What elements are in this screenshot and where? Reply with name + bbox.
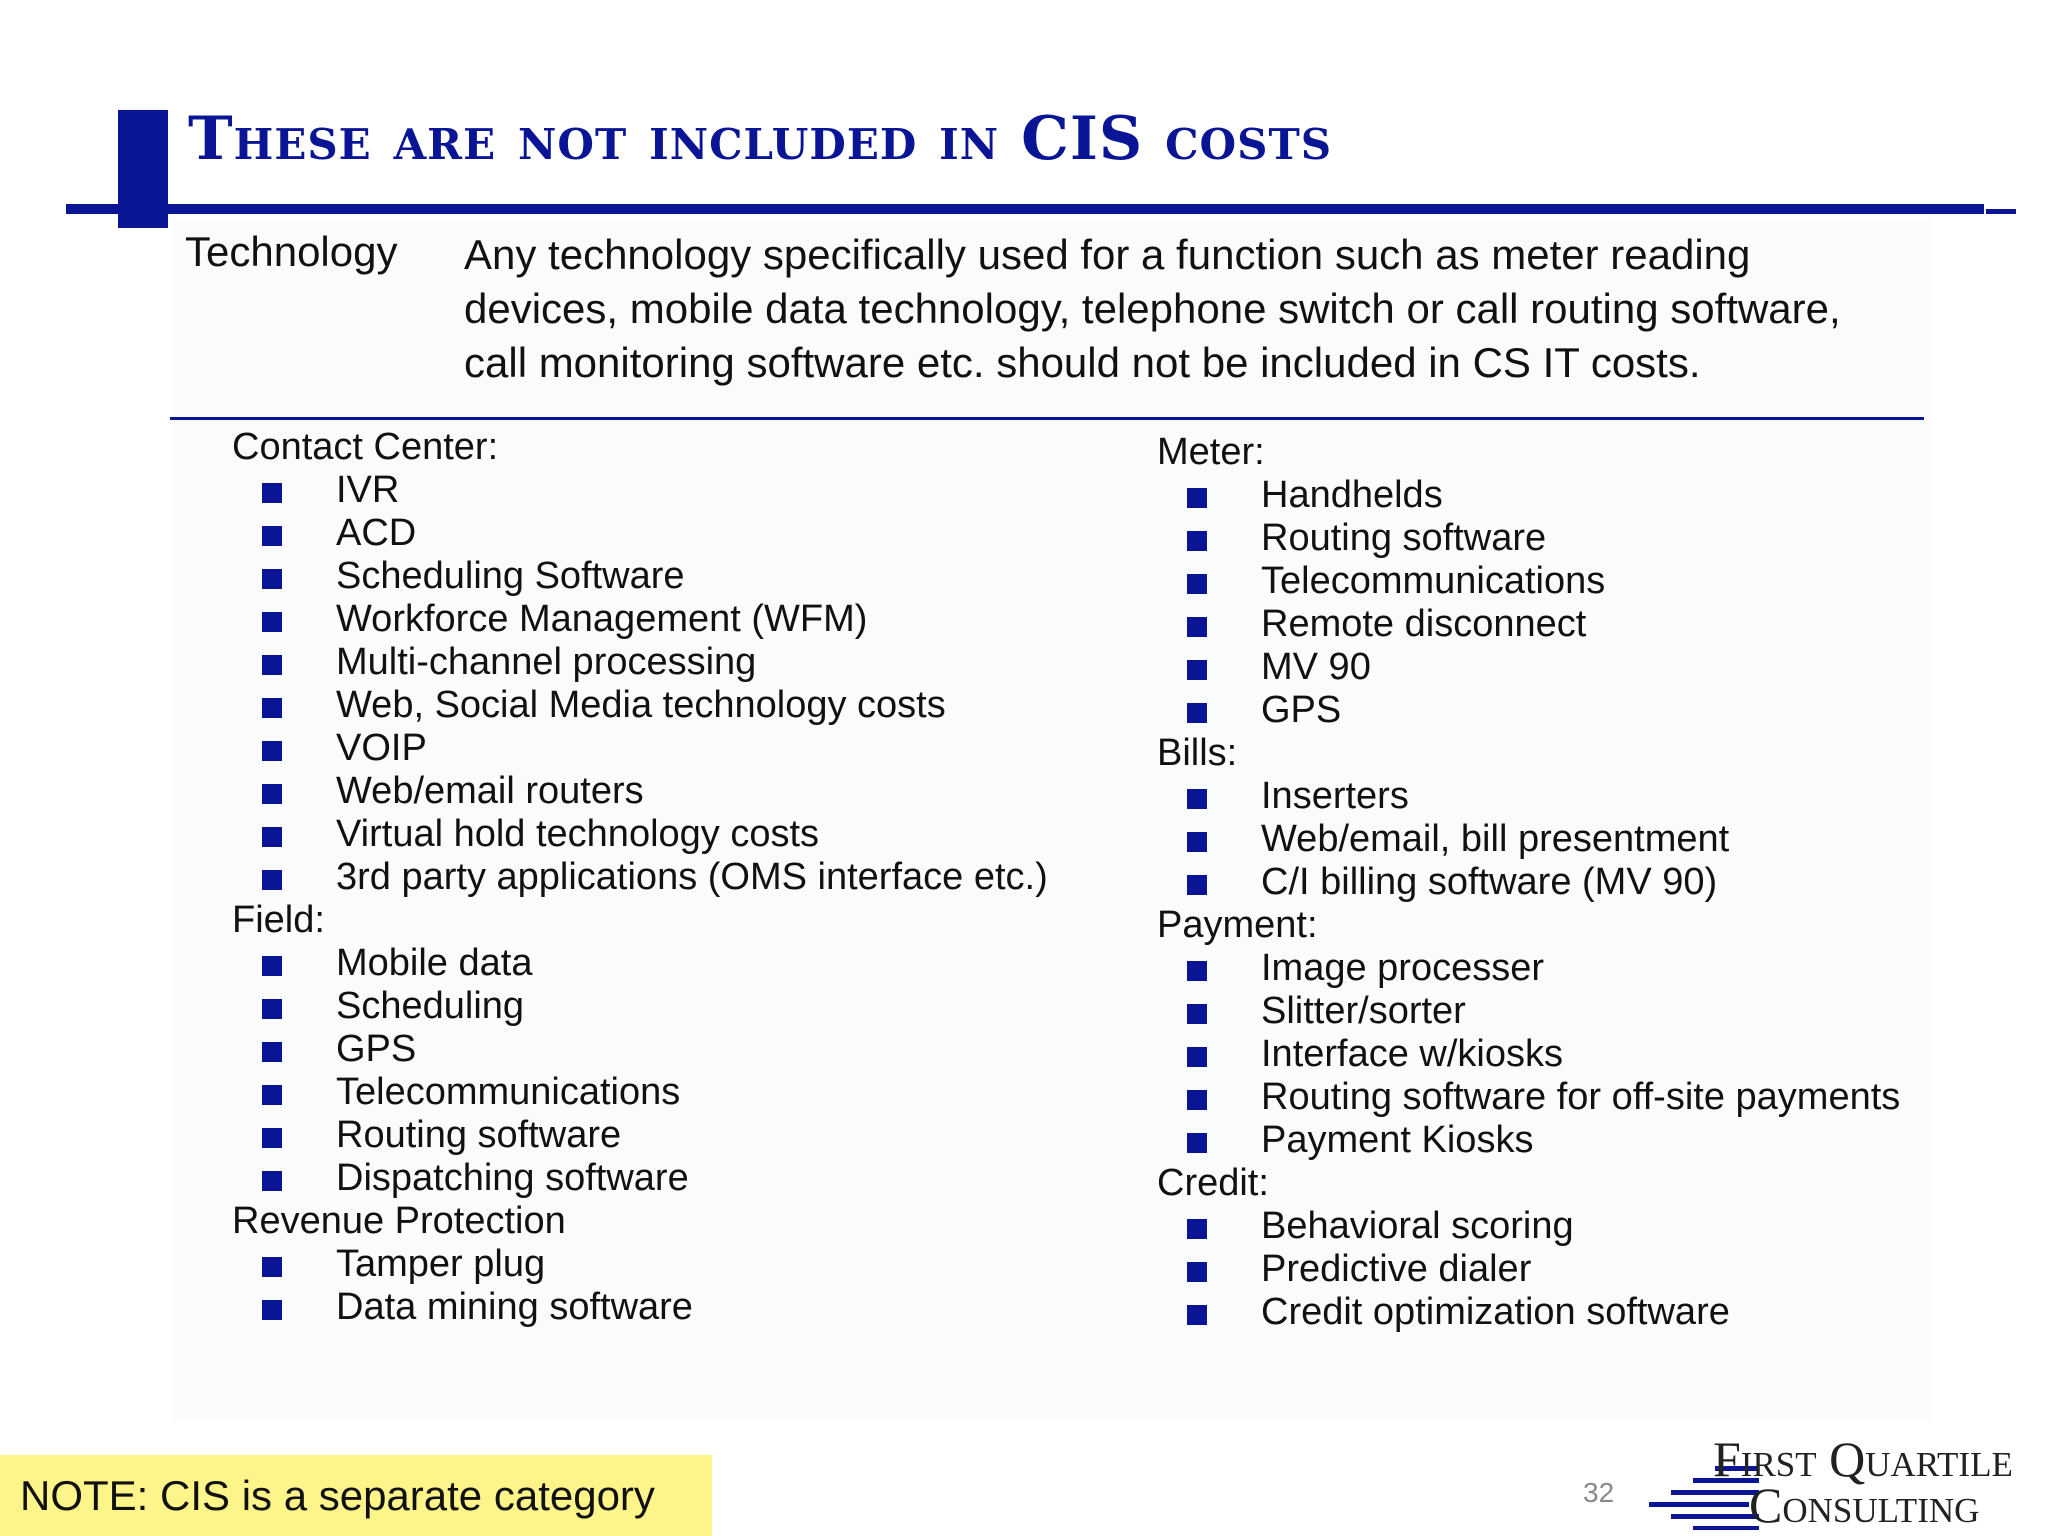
list-item-label: Web, Social Media technology costs <box>336 684 946 726</box>
list-item <box>232 1028 1048 1071</box>
square-bullet-icon <box>1187 1305 1207 1325</box>
square-bullet-icon <box>262 526 282 546</box>
technology-term: Technology <box>185 228 398 275</box>
square-bullet-icon <box>262 569 282 589</box>
group-heading: Contact Center: <box>232 426 499 468</box>
list-item-label: Routing software <box>1261 517 1547 559</box>
group-heading: Revenue Protection <box>232 1200 566 1242</box>
square-bullet-icon <box>262 655 282 675</box>
list-item-label: Data mining software <box>336 1286 693 1328</box>
square-bullet-icon <box>1187 574 1207 594</box>
square-bullet-icon <box>1187 961 1207 981</box>
technology-definition-line: call monitoring software etc. should not be included in CS IT costs. <box>464 339 1701 386</box>
list-item-label: 3rd party applications (OMS interface etc.) <box>336 856 1048 898</box>
square-bullet-icon <box>262 784 282 804</box>
technology-definition-line: Any technology specifically used for a function such as meter reading <box>464 231 1751 278</box>
list-item <box>1157 947 1900 990</box>
list-item <box>232 512 1048 555</box>
note-callout: NOTE: CIS is a separate category <box>0 1455 712 1536</box>
list-item <box>1157 818 1900 861</box>
slide-title: These are not included in CIS costs <box>188 104 1333 174</box>
list-item <box>232 770 1048 813</box>
list-item <box>232 813 1048 856</box>
list-item <box>232 1243 1048 1286</box>
square-bullet-icon <box>1187 789 1207 809</box>
list-item-label: Multi-channel processing <box>336 641 757 683</box>
list-item <box>1157 990 1900 1033</box>
square-bullet-icon <box>262 1085 282 1105</box>
list-item <box>232 1071 1048 1114</box>
left-column <box>232 426 1048 1329</box>
square-bullet-icon <box>1187 875 1207 895</box>
square-bullet-icon <box>1187 1219 1207 1239</box>
group-heading: Field: <box>232 899 325 941</box>
list-item <box>232 684 1048 727</box>
group-heading: Meter: <box>1157 431 1265 473</box>
list-item <box>232 727 1048 770</box>
list-item <box>1157 560 1900 603</box>
list-item-label: C/I billing software (MV 90) <box>1261 861 1718 903</box>
square-bullet-icon <box>1187 660 1207 680</box>
list-item-label: Image processer <box>1261 947 1545 989</box>
list-item-label: Remote disconnect <box>1261 603 1587 645</box>
list-item-label: Dispatching software <box>336 1157 689 1199</box>
list-item-label: Interface w/kiosks <box>1261 1033 1563 1075</box>
logo-text-line1: First Quartile <box>1713 1431 2013 1487</box>
list-item-label: Predictive dialer <box>1261 1248 1532 1290</box>
list-item-label: Telecommunications <box>336 1071 681 1113</box>
list-item-label: Scheduling <box>336 985 525 1027</box>
group-heading: Payment: <box>1157 904 1318 946</box>
square-bullet-icon <box>262 956 282 976</box>
technology-definition-line: devices, mobile data technology, telephone switch or call routing software, <box>464 285 1841 332</box>
square-bullet-icon <box>262 1257 282 1277</box>
list-item-label: Routing software for off-site payments <box>1261 1076 1901 1118</box>
list-item-label: Scheduling Software <box>336 555 685 597</box>
list-item-label: Handhelds <box>1261 474 1443 516</box>
list-item-label: GPS <box>336 1028 417 1070</box>
square-bullet-icon <box>262 1171 282 1191</box>
list-item <box>1157 517 1900 560</box>
square-bullet-icon <box>1187 1047 1207 1067</box>
list-item-label: Web/email, bill presentment <box>1261 818 1730 860</box>
list-item <box>1157 1248 1900 1291</box>
list-item-label: GPS <box>1261 689 1342 731</box>
list-item <box>232 1157 1048 1200</box>
square-bullet-icon <box>262 870 282 890</box>
list-item-label: Mobile data <box>336 942 533 984</box>
list-item-label: Virtual hold technology costs <box>336 813 820 855</box>
list-item <box>232 985 1048 1028</box>
square-bullet-icon <box>262 999 282 1019</box>
list-item <box>1157 1119 1900 1162</box>
list-item-label: Behavioral scoring <box>1261 1205 1574 1247</box>
square-bullet-icon <box>262 612 282 632</box>
list-item-label: Inserters <box>1261 775 1409 817</box>
square-bullet-icon <box>262 1042 282 1062</box>
list-item <box>232 942 1048 985</box>
list-item <box>1157 775 1900 818</box>
square-bullet-icon <box>1187 1090 1207 1110</box>
square-bullet-icon <box>1187 488 1207 508</box>
list-item <box>232 641 1048 684</box>
square-bullet-icon <box>1187 1133 1207 1153</box>
list-item <box>1157 1033 1900 1076</box>
list-item <box>232 1286 1048 1329</box>
list-item-label: IVR <box>336 469 400 511</box>
section-divider <box>170 417 1924 420</box>
group-heading: Credit: <box>1157 1162 1269 1204</box>
square-bullet-icon <box>262 483 282 503</box>
list-item <box>1157 861 1900 904</box>
title-rule <box>66 204 1984 214</box>
company-logo <box>1645 1430 2045 1533</box>
square-bullet-icon <box>262 1300 282 1320</box>
group-heading: Bills: <box>1157 732 1238 774</box>
list-item <box>232 598 1048 641</box>
list-item-label: ACD <box>336 512 417 554</box>
list-item-label: Web/email routers <box>336 770 644 812</box>
square-bullet-icon <box>1187 617 1207 637</box>
square-bullet-icon <box>1187 832 1207 852</box>
list-item <box>232 1114 1048 1157</box>
list-item-label: Payment Kiosks <box>1261 1119 1534 1161</box>
list-item <box>232 555 1048 598</box>
list-item <box>232 856 1048 899</box>
square-bullet-icon <box>1187 703 1207 723</box>
list-item-label: Slitter/sorter <box>1261 990 1466 1032</box>
list-item <box>1157 646 1900 689</box>
list-item <box>1157 689 1900 732</box>
list-item <box>1157 603 1900 646</box>
square-bullet-icon <box>262 741 282 761</box>
list-item-label: VOIP <box>336 727 427 769</box>
list-item-label: Credit optimization software <box>1261 1291 1730 1333</box>
list-item-label: Routing software <box>336 1114 622 1156</box>
list-item-label: MV 90 <box>1261 646 1371 688</box>
square-bullet-icon <box>262 827 282 847</box>
list-item-label: Workforce Management (WFM) <box>336 598 868 640</box>
list-item-label: Tamper plug <box>336 1243 546 1285</box>
list-item <box>1157 1205 1900 1248</box>
list-item <box>1157 474 1900 517</box>
square-bullet-icon <box>1187 531 1207 551</box>
list-item <box>232 469 1048 512</box>
list-item <box>1157 1076 1900 1119</box>
list-item <box>1157 1291 1900 1334</box>
title-rule-tail <box>1986 209 2016 214</box>
page-number: 32 <box>1583 1477 1615 1508</box>
list-item-label: Telecommunications <box>1261 560 1606 602</box>
square-bullet-icon <box>1187 1004 1207 1024</box>
square-bullet-icon <box>262 1128 282 1148</box>
square-bullet-icon <box>1187 1262 1207 1282</box>
logo-text-line2: Consulting <box>1749 1477 1980 1533</box>
technology-definition <box>464 228 1994 390</box>
square-bullet-icon <box>262 698 282 718</box>
right-column <box>1157 431 1900 1334</box>
